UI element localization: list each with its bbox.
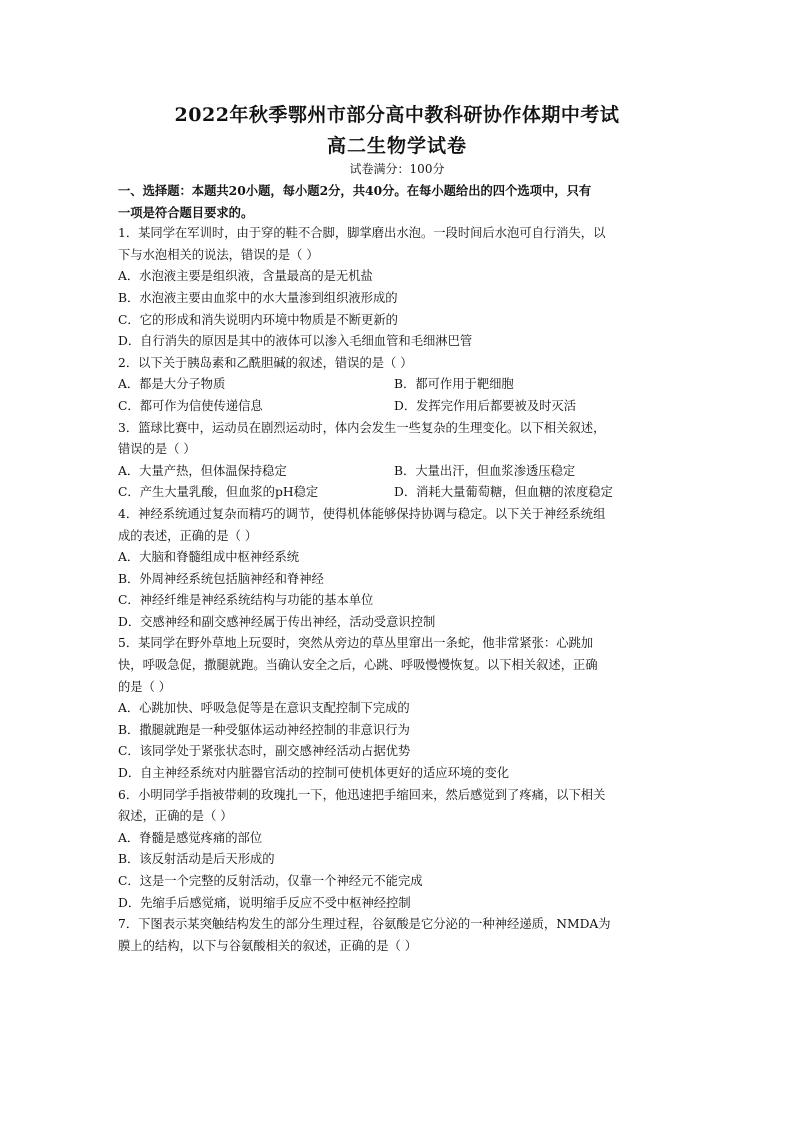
question-stem: 3．篮球比赛中，运动员在剧烈运动时，体内会发生一些复杂的生理变化。以下相关叙述， (118, 420, 606, 435)
option-d: D．消耗大量葡萄糖，但血糖的浓度稳定 (394, 485, 613, 500)
option-d: D．自主神经系统对内脏器官活动的控制可使机体更好的适应环境的变化 (118, 766, 510, 781)
exam-title: 2022年秋季鄂州市部分高中教科研协作体期中考试 (174, 104, 620, 126)
section-heading-cont: 一项是符合题目要求的。 (118, 204, 254, 220)
option-row (118, 396, 678, 418)
exam-subtitle: 高二生物学试卷 (326, 135, 467, 157)
option-a: A．大脑和脊髓组成中枢神经系统 (118, 550, 300, 565)
option-a: A．水泡液主要是组织液，含量最高的是无机盐 (118, 269, 373, 284)
option-c: C．神经纤维是神经系统结构与功能的基本单位 (118, 593, 374, 608)
option-b: B．外周神经系统包括脑神经和脊神经 (118, 571, 324, 586)
option-d: D．发挥完作用后都要被及时灭活 (394, 398, 577, 413)
question-stem: 膜上的结构，以下与谷氨酸相关的叙述，正确的是（ ） (118, 938, 418, 953)
question-stem: 成的表述，正确的是（ ） (118, 528, 258, 543)
question-6 (118, 785, 678, 915)
option-a: A．脊髓是感觉疼痛的部位 (118, 830, 263, 845)
option-row (118, 374, 678, 396)
option-b: B．大量出汗，但血浆渗透压稳定 (394, 463, 576, 478)
question-stem: 的是（ ） (118, 679, 172, 694)
question-stem: 叙述，正确的是（ ） (118, 809, 233, 824)
option-d: D．自行消失的原因是其中的液体可以渗入毛细血管和毛细淋巴管 (118, 334, 473, 349)
option-b: B．撒腿就跑是一种受躯体运动神经控制的非意识行为 (118, 722, 410, 737)
option-c: C．这是一个完整的反射活动，仅靠一个神经元不能完成 (118, 874, 423, 888)
question-stem: 1．某同学在军训时，由于穿的鞋不合脚，脚掌磨出水泡。一段时间后水泡可自行消失，以 (118, 226, 606, 241)
question-stem: 下与水泡相关的说法，错误的是（ ） (118, 247, 319, 262)
question-stem: 快，呼吸急促，撒腿就跑。当确认安全之后，心跳、呼吸慢慢恢复。以下相关叙述，正确 (118, 658, 598, 673)
option-b: B．都可作用于靶细胞 (394, 377, 514, 392)
option-a: A．都是大分子物质 (118, 377, 226, 392)
option-a: A．心跳加快、呼吸急促等是在意识支配控制下完成的 (118, 701, 410, 716)
question-4 (118, 504, 678, 634)
question-3 (118, 418, 678, 504)
question-stem: 4．神经系统通过复杂而精巧的调节，使得机体能够保持协调与稳定。以下关于神经系统组 (118, 506, 606, 521)
option-c: C．产生大量乳酸，但血浆的pH稳定 (118, 485, 319, 500)
option-c: C．该同学处于紧张状态时，副交感神经活动占据优势 (118, 744, 411, 759)
option-d: D．先缩手后感觉痛，说明缩手反应不受中枢神经控制 (118, 895, 411, 910)
question-5 (118, 633, 678, 784)
option-row (118, 461, 678, 483)
question-stem: 错误的是（ ） (118, 442, 196, 457)
question-stem: 6．小明同学手指被带刺的玫瑰扎一下，他迅速把手缩回来，然后感觉到了疼痛，以下相关 (118, 787, 606, 802)
exam-score: 试卷满分：100分 (349, 162, 445, 176)
option-row (118, 482, 678, 504)
option-c: C．都可作为信使传递信息 (118, 398, 263, 413)
option-b: B．水泡液主要由血浆中的水大量渗到组织液形成的 (118, 290, 398, 305)
question-stem: 7．下图表示某突触结构发生的部分生理过程，谷氨酸是它分泌的一种神经递质，NMDA为 (118, 917, 611, 932)
option-c: C．它的形成和消失说明内环境中物质是不断更新的 (118, 312, 398, 327)
option-b: B．该反射活动是后天形成的 (118, 852, 275, 867)
question-1 (118, 223, 678, 353)
question-stem: 2．以下关于胰岛素和乙酰胆碱的叙述，错误的是（ ） (118, 355, 413, 370)
question-stem: 5．某同学在野外草地上玩耍时，突然从旁边的草丛里窜出一条蛇，他非常紧张：心跳加 (118, 636, 594, 651)
option-d: D．交感神经和副交感神经属于传出神经，活动受意识控制 (118, 614, 436, 629)
question-7 (118, 914, 678, 957)
exam-content (118, 180, 678, 957)
option-a: A．大量产热，但体温保持稳定 (118, 463, 287, 478)
question-2 (118, 353, 678, 418)
section-heading: 一、选择题：本题共20小题，每小题2分，共40分。在每小题给出的四个选项中，只有 (118, 183, 592, 198)
